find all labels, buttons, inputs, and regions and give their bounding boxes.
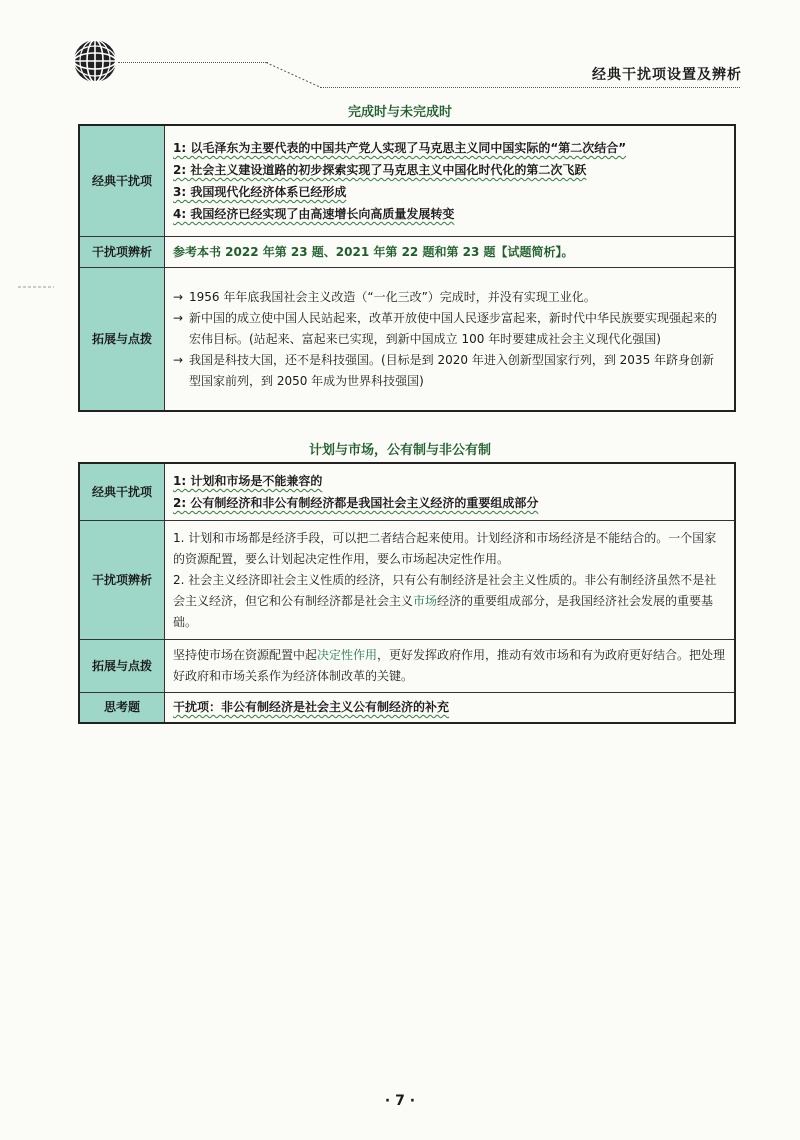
analysis-p2-highlight: 市场 [413, 593, 438, 608]
arrow-icon: → [173, 310, 184, 325]
section1-distractor-label: 经典干扰项 [79, 125, 165, 237]
page-header-title: 经典干扰项设置及辨析 [592, 67, 742, 83]
header-divider-top [118, 62, 268, 63]
expand-item-text: 我国是科技大国，还不是科技强国。(目标是到 2020 年进入创新型国家行列，到 2035 年跻身创新型国家前列，到 2050 年成为世界科技强国) [189, 352, 715, 388]
section1-analysis-label: 干扰项辨析 [79, 237, 165, 268]
analysis-paragraph-2 [173, 570, 726, 633]
page-number: · 7 · [384, 1093, 416, 1109]
header-divider-slant [266, 62, 322, 88]
analysis-p2-text-end: 经济的重要组成部分，是我国经济社会发展的重要基础。 [173, 593, 714, 629]
distractor-item: 1: 计划和市场是不能兼容的 [173, 474, 323, 488]
expand-text-end: ，更好发挥政府作用，推动有效市场和有为政府更好结合。把处理好政府和市场关系作为经济体制改革的关键。 [173, 648, 726, 683]
margin-mark [18, 285, 54, 289]
section2-table [78, 462, 736, 724]
arrow-icon: → [173, 289, 184, 304]
section2-expand-text [165, 640, 736, 693]
section2-think-row [79, 693, 735, 724]
section1-table [78, 124, 736, 412]
section1-distractor-row [79, 125, 735, 237]
distractor-item: 2: 公有制经济和非公有制经济都是我国社会主义经济的重要组成部分 [173, 496, 539, 510]
section1-expand-label: 拓展与点拨 [79, 268, 165, 412]
section2-think-label: 思考题 [79, 693, 165, 724]
think-question: 干扰项：非公有制经济是社会主义公有制经济的补充 [173, 700, 450, 714]
distractor-item: 2: 社会主义建设道路的初步探索实现了马克思主义中国化时代化的第二次飞跃 [173, 163, 587, 177]
section2-distractor-label: 经典干扰项 [79, 463, 165, 521]
section2-distractor-row [79, 463, 735, 521]
section1-distractor-list [165, 125, 736, 237]
section1-analysis-row [79, 237, 735, 268]
header-divider-bottom [320, 87, 740, 88]
expand-item [173, 287, 726, 308]
section2-expand-label: 拓展与点拨 [79, 640, 165, 693]
section1-analysis-text: 参考本书 2022 年第 23 题、2021 年第 22 题和第 23 题【试题简析】。 [165, 237, 736, 268]
distractor-item: 4: 我国经济已经实现了由高速增长向高质量发展转变 [173, 207, 455, 221]
expand-highlight: 决定性作用 [317, 648, 378, 662]
analysis-p2-text: 2. 社会主义经济即社会主义性质的经济，只有公有制经济是社会主义性质的。非公有制经济虽然不是社会主义经济，但它和公有制经济都是社会主义 [173, 572, 717, 608]
globe-icon [72, 38, 118, 84]
section1-expand-list [165, 268, 736, 412]
expand-item [173, 350, 726, 392]
section1-expand-row [79, 268, 735, 412]
section2-analysis-text [165, 521, 736, 640]
expand-item [173, 308, 726, 350]
section2-distractor-list [165, 463, 736, 521]
arrow-icon: → [173, 352, 184, 367]
section2-analysis-row [79, 521, 735, 640]
expand-text-start: 坚持使市场在资源配置中起 [173, 648, 318, 662]
section2-expand-row [79, 640, 735, 693]
section2-think-text [165, 693, 736, 724]
expand-item-text: 1956 年年底我国社会主义改造（“一化三改”）完成时，并没有实现工业化。 [189, 289, 596, 304]
section2-analysis-label: 干扰项辨析 [79, 521, 165, 640]
expand-item-text: 新中国的成立使中国人民站起来，改革开放使中国人民逐步富起来，新时代中华民族要实现强起来的宏伟目标。(站起来、富起来已实现，到新中国成立 100 年时要建成社会主义现代化强国) [189, 310, 718, 346]
section-title-2: 计划与市场，公有制与非公有制 [308, 443, 491, 458]
section-title-1: 完成时与未完成时 [347, 105, 452, 120]
distractor-item: 3: 我国现代化经济体系已经形成 [173, 185, 347, 199]
analysis-paragraph-1: 1. 计划和市场都是经济手段，可以把二者结合起来使用。计划经济和市场经济是不能结合的。一个国家的资源配置，要么计划起决定性作用，要么市场起决定性作用。 [173, 530, 717, 566]
distractor-item: 1: 以毛泽东为主要代表的中国共产党人实现了马克思主义同中国实际的“第二次结合” [173, 141, 627, 155]
